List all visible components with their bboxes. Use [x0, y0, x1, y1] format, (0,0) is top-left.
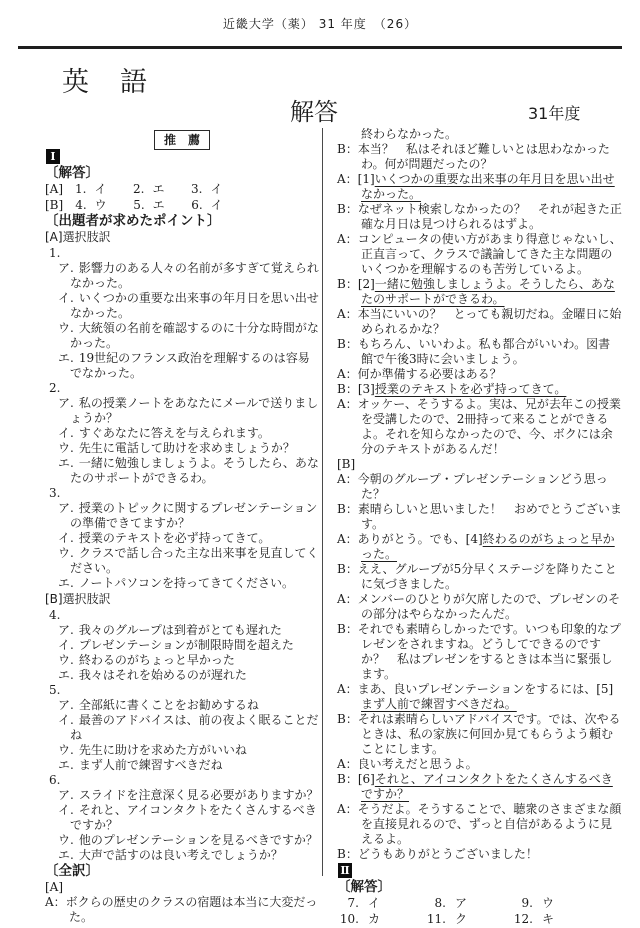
option-line [45, 668, 319, 683]
section2-answer-row [337, 912, 622, 927]
option-key: ウ. [58, 321, 74, 335]
answer-item [133, 198, 191, 213]
underlined-answer: それと、アイコンタクトをたくさんするべきですか？ [361, 772, 613, 801]
points-heading: 〔出題者が求めたポイント〕 [45, 213, 221, 229]
answer-number: 2. [133, 182, 145, 196]
option-key: ア. [58, 396, 74, 410]
dialog-line [337, 592, 622, 622]
option-key: ウ. [58, 441, 74, 455]
option-line [45, 653, 319, 668]
dialog-line [337, 307, 622, 337]
section-1-answer-heading: 〔解答〕 [45, 165, 99, 181]
option-text: まず人前で練習すべきだね [78, 758, 223, 772]
option-line [45, 501, 319, 531]
answer-row [45, 198, 319, 213]
option-key: ア. [58, 623, 74, 637]
answer-value: イ [210, 198, 223, 212]
dialog-line [337, 337, 622, 367]
dialog-line [337, 142, 622, 172]
speaker-label: A： [337, 757, 358, 771]
translation-part-b-label: [B] [337, 457, 356, 471]
text-segment: それは素晴らしいアドバイスです。では、次やるときは、私の家族に何回か見てもらうよう頼むことにします。 [357, 712, 621, 756]
question-number: 4. [49, 608, 61, 622]
answer-item [511, 912, 598, 927]
question-number: 2. [49, 381, 61, 395]
option-text: プレゼンテーションが制限時間を超えた [78, 638, 294, 652]
text-segment: 良い考えだと思うよ。 [357, 757, 478, 771]
speaker-label: B： [337, 382, 358, 396]
text-segment: 本当にいいの？ とっても親切だね。金曜日に始められるかな？ [357, 307, 622, 336]
text-segment: ボクらの歴史のクラスの宿題は本当に大変だった。 [65, 895, 318, 924]
option-text: いくつかの重要な出来事の年月日を思い出せなかった。 [70, 291, 319, 320]
text-segment: なぜネット検索しなかったの？ それが起きた正確な月日は見つけられるはずよ。 [357, 202, 622, 231]
answer-number: 5. [133, 198, 145, 212]
answer-item [191, 182, 249, 197]
answer-item [133, 182, 191, 197]
option-line [45, 698, 319, 713]
option-key: ア. [58, 698, 74, 712]
section-2-answer-heading: 〔解答〕 [337, 879, 391, 895]
text-segment: 本当？ 私はそれほど難しいとは思わなかったわ。何が問題だったの？ [357, 142, 610, 171]
speaker-label: A： [337, 172, 358, 186]
text-segment: [3] [357, 382, 375, 396]
answer-number: 4. [75, 198, 87, 212]
speaker-label: B： [337, 337, 358, 351]
speaker-label: A： [337, 682, 358, 696]
question-number: 5. [49, 683, 61, 697]
text-segment: それでも素晴らしかったです。いつも印象的なプレゼンをされますね。どうしてできるのですか？ 私はプレゼンをするときは本当に緊張します。 [357, 622, 621, 681]
option-text: 他のプレゼンテーションを見るべきですか？ [78, 833, 318, 847]
text-segment: ええ、グループが5分早くステージを降りたことに気づきました。 [357, 562, 617, 591]
underlined-answer: 一緒に勉強しましょうよ。そうしたら、あなたのサポートができるわ。 [361, 277, 615, 306]
speaker-label: B： [337, 142, 358, 156]
option-text: 先生に電話して助けを求めましょうか？ [78, 441, 295, 455]
option-text: 授業のトピックに関するプレゼンテーションの準備できてますか？ [70, 501, 318, 530]
answer-number: 9. [521, 896, 533, 910]
answer-item [75, 198, 133, 213]
option-text: クラスで話し合った主な出来事を見直してください。 [70, 546, 319, 575]
option-key: ウ. [58, 653, 74, 667]
speaker-label: A： [337, 232, 358, 246]
option-key: エ. [58, 758, 74, 772]
dialog-line [337, 682, 622, 712]
exam-type-box: 推 薦 [154, 130, 210, 150]
answer-item [75, 182, 133, 197]
dialog-line [337, 172, 622, 202]
speaker-label: A： [337, 307, 358, 321]
text-segment: 素晴らしいと思いました！ おめでとうございます。 [357, 502, 622, 531]
answer-value: イ [368, 896, 381, 910]
option-line [45, 546, 319, 576]
option-line [45, 833, 319, 848]
option-line [45, 638, 319, 653]
dialog-line [337, 757, 622, 772]
text-segment: 何か準備する必要はある？ [357, 367, 502, 381]
speaker-label: B： [337, 847, 358, 861]
dialog-line [337, 277, 622, 307]
answer-item [424, 912, 511, 927]
answer-item [424, 896, 511, 911]
dialog-line [337, 802, 622, 847]
text-segment: コンピュータの使い方があまり得意じゃないし、正直言って、クラスで議論してきた主な問題のいくつかを理解するのも苦労しているよ。 [357, 232, 622, 276]
speaker-label: B： [337, 772, 358, 786]
subject-title: 英 語 [62, 67, 149, 98]
translation-right [337, 127, 622, 862]
speaker-label: A： [337, 592, 358, 606]
answer-part-label: [B] [45, 198, 64, 212]
text-segment: メンバーのひとりが欠席したので、プレゼンのその部分はやらなかったんだ。 [357, 592, 621, 621]
option-key: ウ. [58, 833, 74, 847]
option-key: エ. [58, 848, 74, 862]
page-header: 近畿大学（薬） 31 年度 （26） [222, 17, 418, 31]
column-divider [322, 128, 323, 876]
section2-answer-row [337, 896, 622, 911]
answer-value: ク [455, 912, 468, 926]
option-line [45, 441, 319, 456]
text-segment: [2] [357, 277, 375, 291]
answer-number: 11. [426, 912, 446, 926]
option-line [45, 576, 319, 591]
option-key: ア. [58, 261, 74, 275]
answer-value: キ [542, 912, 555, 926]
speaker-label: B： [337, 622, 358, 636]
choice-translations [45, 230, 319, 863]
dialog-line [45, 895, 319, 925]
answer-number: 3. [191, 182, 203, 196]
answer-row [45, 182, 319, 197]
answer-number: 8. [434, 896, 446, 910]
answer-number: 1. [75, 182, 87, 196]
option-key: イ. [58, 426, 74, 440]
option-text: スライドを注意深く見る必要がありますか？ [78, 788, 319, 802]
answer-number: 12. [513, 912, 533, 926]
underlined-answer: 授業のテキストを必ず持ってきて。 [374, 382, 567, 396]
option-text: ノートパソコンを持ってきてください。 [78, 576, 294, 590]
translation-part-a-label: [A] [45, 880, 64, 894]
option-text: 19世紀のフランス政治を理解するのは容易でなかった。 [70, 351, 310, 380]
option-line [45, 758, 319, 773]
right-column [337, 127, 622, 928]
speaker-label: A： [337, 367, 358, 381]
option-text: 大声で話すのは良い考えでしょうか？ [78, 848, 283, 862]
dialog-line [337, 367, 622, 382]
option-text: 先生に助けを求めた方がいいね [78, 743, 247, 757]
translation-left [45, 895, 319, 925]
underlined-answer: いくつかの重要な出来事の年月日を思い出せなかった。 [361, 172, 615, 201]
option-text: 終わるのがちょっと早かった [78, 653, 235, 667]
option-line [45, 456, 319, 486]
answer-item [191, 198, 249, 213]
answer-value: エ [152, 198, 165, 212]
answer-value: ア [455, 896, 468, 910]
answer-value: イ [94, 182, 107, 196]
underlined-answer: 終わるのがちょっと早かった。 [361, 532, 615, 561]
option-key: イ. [58, 531, 74, 545]
speaker-label: A： [337, 397, 358, 411]
option-text: 最善のアドバイスは、前の夜よく眠ることだね [70, 713, 319, 742]
section-1-answers [45, 182, 319, 213]
option-key: イ. [58, 291, 74, 305]
text-segment: オッケー、そうするよ。実は、兄が去年この授業を受講したので、2冊持って来ることができるよ。それを知らなかったので、今、ボクには余分のテキストがあるんだ！ [357, 397, 621, 456]
text-segment: どうもありがとうございました！ [357, 847, 538, 861]
speaker-label: B： [337, 712, 358, 726]
question-number: 3. [49, 486, 61, 500]
option-text: 影響力のある人々の名前が多すぎて覚えられなかった。 [70, 261, 319, 290]
option-line [45, 396, 319, 426]
dialog-line [337, 532, 622, 562]
option-key: ウ. [58, 743, 74, 757]
speaker-label: B： [337, 562, 358, 576]
option-key: エ. [58, 351, 74, 365]
option-text: 私の授業ノートをあなたにメールで送りましょうか？ [70, 396, 319, 425]
option-text: すぐあなたに答えを与えられます。 [78, 426, 270, 440]
speaker-label: A： [337, 472, 358, 486]
answer-item [337, 896, 424, 911]
dialog-line [337, 622, 622, 682]
dialog-line [337, 382, 622, 397]
text-segment: [1] [357, 172, 375, 186]
dialog-line [337, 502, 622, 532]
translation-heading: 〔全訳〕 [45, 863, 99, 879]
continuation-line: 終わらなかった。 [361, 127, 458, 141]
option-key: イ. [58, 638, 74, 652]
answer-item [511, 896, 598, 911]
answer-item [337, 912, 424, 927]
question-number: 6. [49, 773, 61, 787]
option-line [45, 713, 319, 743]
year-label: 31年度 [528, 104, 581, 123]
answer-value: イ [210, 182, 223, 196]
option-line [45, 261, 319, 291]
speaker-label: A： [337, 532, 358, 546]
text-segment: そうだよ。そうすることで、聴衆のさまざまな顔を直接見れるので、ずっと自信があるように見えるよ。 [357, 802, 622, 846]
option-key: ア. [58, 788, 74, 802]
option-line [45, 531, 319, 546]
choice-group-heading: [A]選択肢訳 [45, 230, 111, 244]
option-line [45, 426, 319, 441]
speaker-label: B： [337, 202, 358, 216]
option-text: 全部紙に書くことをお勧めするね [78, 698, 259, 712]
underlined-answer: まず人前で練習すべきだね。 [361, 697, 517, 711]
question-number: 1. [49, 246, 61, 260]
section-1-marker: Ⅰ [46, 149, 60, 164]
option-key: ア. [58, 501, 74, 515]
section-2-marker: Ⅱ [338, 863, 352, 878]
option-key: ウ. [58, 546, 74, 560]
option-text: 授業のテキストを必ず持ってきて。 [78, 531, 271, 545]
option-line [45, 351, 319, 381]
answer-key-title: 解答 [290, 98, 338, 126]
text-segment: 今朝のグループ・プレゼンテーションどう思った？ [357, 472, 608, 501]
dialog-line [337, 232, 622, 277]
dialog-line [337, 472, 622, 502]
speaker-label: B： [337, 277, 358, 291]
text-segment: まあ、良いプレゼンテーションをするには、[5] [357, 682, 614, 696]
header-rule [18, 46, 622, 49]
dialog-line [337, 202, 622, 232]
left-column [45, 148, 319, 925]
dialog-line [337, 397, 622, 457]
dialog-line [337, 562, 622, 592]
option-line [45, 788, 319, 803]
answer-value: ウ [94, 198, 107, 212]
option-key: イ. [58, 713, 74, 727]
option-key: エ. [58, 576, 74, 590]
option-line [45, 803, 319, 833]
option-line [45, 848, 319, 863]
speaker-label: B： [337, 502, 358, 516]
answer-part-label: [A] [45, 182, 64, 196]
dialog-line [337, 772, 622, 802]
option-line [45, 623, 319, 638]
option-text: それと、アイコンタクトをたくさんするべきですか？ [70, 803, 317, 832]
option-text: 我々のグループは到着がとても遅れた [78, 623, 282, 637]
option-text: 我々はそれを始めるのが遅れた [78, 668, 247, 682]
text-segment: [6] [357, 772, 375, 786]
dialog-line [337, 712, 622, 757]
dialog-line [337, 847, 622, 862]
answer-value: エ [152, 182, 165, 196]
choice-group-heading: [B]選択肢訳 [45, 592, 111, 606]
answer-value: ウ [542, 896, 555, 910]
answer-value: カ [368, 912, 381, 926]
option-key: エ. [58, 456, 74, 470]
option-line [45, 321, 319, 351]
text-segment: ありがとう。でも、[4] [357, 532, 483, 546]
text-segment: もちろん、いいわよ。私も都合がいいわ。図書館で午後3時に会いましょう。 [357, 337, 611, 366]
option-line [45, 291, 319, 321]
option-key: エ. [58, 668, 74, 682]
option-text: 一緒に勉強しましょうよ。そうしたら、あなたのサポートができるわ。 [70, 456, 319, 485]
option-text: 大統領の名前を確認するのに十分な時間がなかった。 [70, 321, 319, 350]
option-line [45, 743, 319, 758]
speaker-label: A： [337, 802, 358, 816]
answer-number: 10. [339, 912, 359, 926]
speaker-label: A： [45, 895, 66, 909]
answer-number: 7. [347, 896, 359, 910]
option-key: イ. [58, 803, 74, 817]
answer-number: 6. [191, 198, 203, 212]
